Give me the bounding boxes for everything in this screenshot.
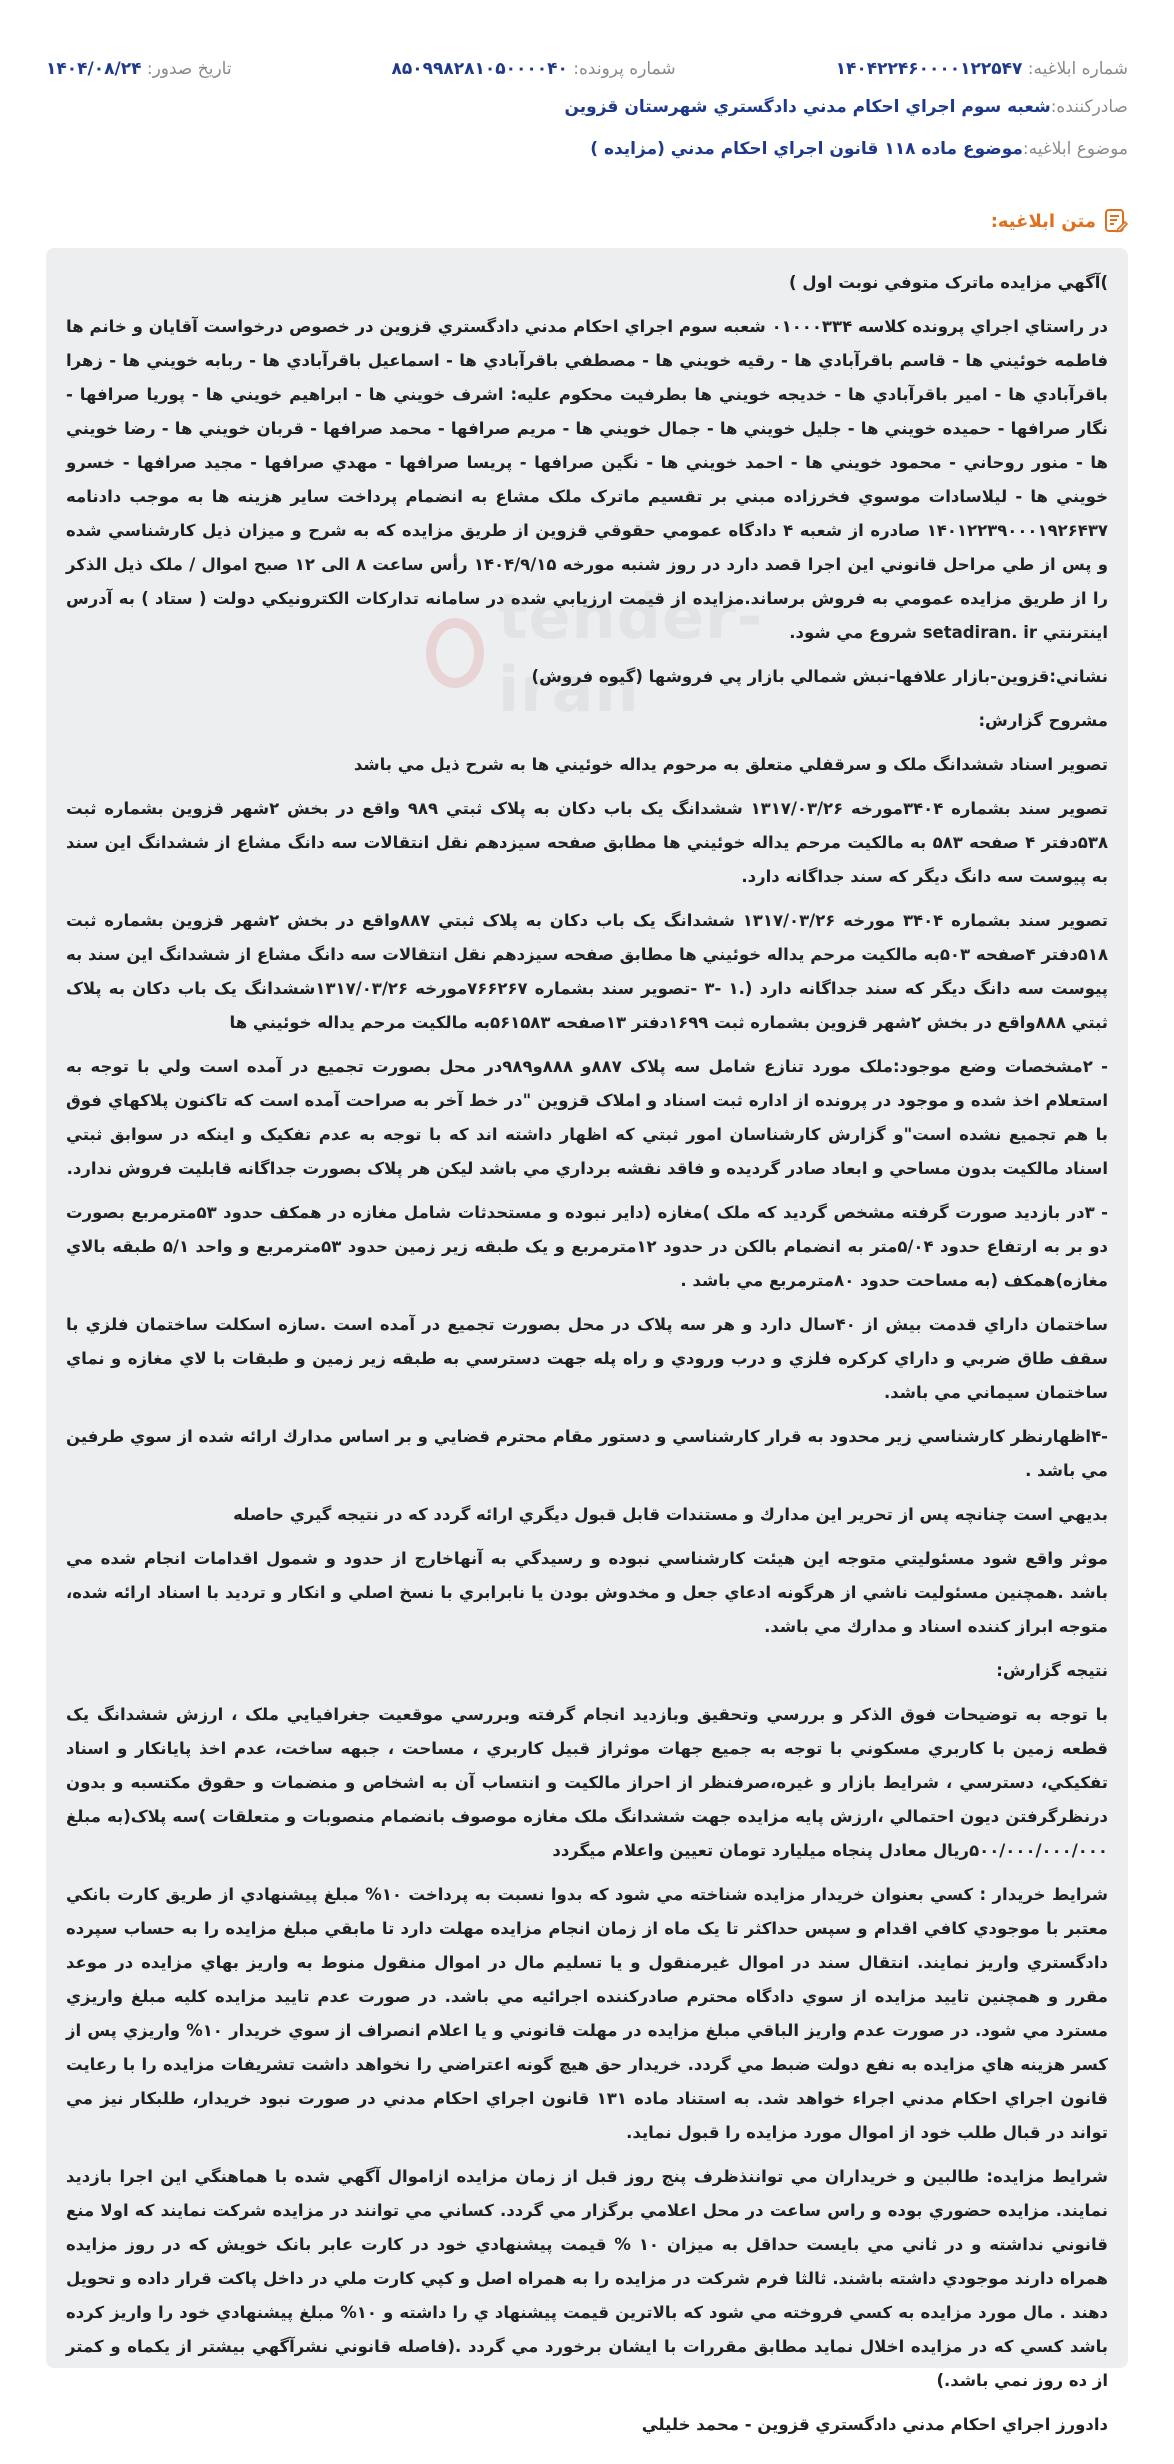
document-edit-icon [1104,208,1128,234]
notice-title-row [46,206,1128,236]
notice-paragraph-report-heading: مشروح گزارش: [978,711,1108,730]
notice-paragraph-deed-1: تصوير سند بشماره ۳۴۰۴مورخه ۱۳۱۷/۰۳/۲۶ ششدانگ يک باب دکان به پلاک ثبتي ۹۸۹ واقع در بخش ۲شهر قزوين بشماره ثبت ۵۳۸دفتر ۴ صفحه ۵۸۳ به مالکيت مرحم يداله خوئيني ها مطابق صفحه سيزدهم نقل انتقالات سه دانگ مشاع از ششدانگ اين سند به پيوست سه دانگ ديگر که سند جداگانه دارد. [66,799,1109,886]
notice-paragraph-valuation: با توجه به توضيحات فوق الذکر و بررسي وتحقيق وبازديد انجام گرفته وبررسي موقعيت جغرافيايي ملک ، ارزش ششدانگ يک قطعه زمين با کاربري مسکوني با توجه به جميع جهات موثراز قبيل کاربري ، مساحت ، جبهه ساخت، عدم اخذ پايانکار و اسناد تفکيکي، دسترسي ، شرايط بازار و غيره،صرفنظر از احراز مالکيت و انتساب آن به اشخاص و منضمات و حقوق مکتسبه و بدون درنظرگرفتن ديون احتمالي ،ارزش پايه مزايده جهت ششدانگ ملک مغازه موصوف بانضمام منصوبات و متعلقات )سه پلاک(به مبلغ ۵۰۰/۰۰۰/۰۰۰/۰۰۰ريال معادل پنجاه ميليارد تومان تعيين واعلام ميگردد [66,1705,1108,1860]
notice-paragraph-expert-opinion: -۴اظهارنظر کارشناسي زير محدود به قرار کارشناسي و دستور مقام محترم قضايي و بر اساس مدارك ارائه شده از سوي طرفين مي باشد . [66,1427,1108,1480]
notice-paragraph-current-status: - ۲مشخصات وضع موجود:ملک مورد تنازع شامل سه پلاک ۸۸۷و ۸۸۸و۹۸۹در محل بصورت تجميع در آمده است ولي با توجه به استعلام اخذ شده و موجود در پرونده از اداره ثبت اسناد و املاک قزوين "در خط آخر به صراحت آمده است که تاکنون پلاکهاي فوق با هم تجميع نشده است"و گزارش کارشناسان امور ثبتي که اظهار داشته اند که با توجه به عدم تفکيک و اينکه در سوابق ثبتي اسناد مالکيت بدون مساحي و ابعاد صادر گرديده و فاقد نقشه برداري مي باشد ليکن هر پلاک بصورت جداگانه قابليت فروش ندارد. [66,1057,1108,1178]
notice-content-box [46,248,1128,2434]
notice-paragraph-buyer-conditions: شرايط خريدار : کسي بعنوان خريدار مزايده شناخته مي شود که بدوا نسبت به پرداخت ۱۰% مبلغ پيشنهادي از طريق کارت بانکي معتبر با موجودي کافي اقدام و سپس حداکثر تا يک ماه از زمان انجام مزايده مهلت دارد تا مابقي مبلغ مزايده را به حساب سپرده دادگستري واريز نمايند. انتقال سند در اموال غيرمنقول و يا تسليم مال در اموال منقول منوط به واريز بهاي مزايده در موعد مقرر و همچنين تاييد مزايده از سوي دادگاه محترم صادرکننده اجرائيه مي باشد. در صورت عدم تاييد مزايده کليه مبلغ واريزي مسترد مي شود. در صورت عدم واريز الباقي مبلغ مزايده در مهلت قانوني و يا اعلام انصراف از سوي خريدار ۱۰% واريزي پس از کسر هزينه هاي مزايده به نفع دولت ضبط مي گردد. خريدار حق هيچ گونه اعتراضي را نخواهد داشت تشريفات مزايده را با رعايت قانون اجراي احکام مدني اجراء خواهد شد. به استناد ماده ۱۳۱ قانون اجراي احکام مدني در صورت نبود خريدار، طلبکار نيز مي تواند در قبال طلب خود از اموال مورد مزايده را قبول نمايد. [66,1885,1109,2142]
notice-paragraph-signature: دادورز اجراي احکام مدني دادگستري قزوين - محمد خليلي [641,2415,1108,2434]
notice-paragraph-building: ساختمان داراي قدمت بيش از ۴۰سال دارد و هر سه پلاک در محل بصورت تجميع در آمده است .سازه اسکلت ساختمان فلزي با سقف طاق ضربي و داراي کرکره فلزي و درب ورودي و راه پله جهت دسترسي به طبقه زير زمين و طبقات با لاي مغازه و نماي ساختمان سيماني مي باشد. [66,1315,1108,1402]
issuer-value: شعبه سوم اجراي احكام مدني دادگستري شهرستان قزوين [564,97,1051,117]
subject-value: موضوع ماده ۱۱۸ قانون اجراي احكام مدني (مزايده ) [590,139,1023,159]
issue-date-label: تاريخ صدور: [146,59,232,79]
notice-paragraph-result-heading: نتيجه گزارش: [996,1661,1108,1680]
notice-paragraph-intro: در راستاي اجراي پرونده کلاسه ۰۱۰۰۰۳۳۴ شعبه سوم اجراي احکام مدني دادگستري قزوين در خصوص درخواست آقايان و خانم ها فاطمه خوئيني ها - قاسم باقرآبادي ها - رقيه خويني ها - مصطفي باقرآبادي ها - اسماعيل باقرآبادي ها - ربابه خويني ها - زهرا باقرآبادي ها - امير باقرآبادي ها - خديجه خويني ها بطرفيت محکوم عليه: اشرف خويني ها - ابراهيم خويني ها - پوريا صرافها - نگار صرافها - حميده خويني ها - جليل خويني ها - جمال خويني ها - مريم صرافها - محمد صرافها - قربان خويني ها - رضا خويني ها - منور روحاني - محمود خويني ها - احمد خويني ها - نگين صرافها - پريسا صرافها - مهدي صرافها - مجيد صرافها - خسرو خويني ها - ليلاسادات موسوي فخرزاده مبني بر تقسيم ماترک ملک مشاع به انضمام پرداخت ساير هزينه ها به موجب دادنامه ۱۴۰۱۲۲۳۹۰۰۰۱۹۲۶۴۳۷ صادره از شعبه ۴ دادگاه عمومي حقوقي قزوين از طريق مزايده که به شرح و ميزان ذيل کارشناسي شده و پس از طي مراحل قانوني اين اجرا قصد دارد در روز شنبه مورخه ۱۴۰۴/۹/۱۵ رأس ساعت ۸ الی ۱۲ صبح اموال / ملک ذيل الذکر را از طريق مزايده عمومي به فروش برساند.مزايده از قيمت ارزيابي شده در سامانه تدارکات الکترونيکي دولت ( ستاد ) به آدرس اينترنتي setadiran. ir شروع مي شود. [66,317,1108,642]
issuer-field [46,86,1128,128]
watermark-text: tender-iran [497,580,764,726]
notice-paragraph-auction-conditions: شرايط مزايده: طالبين و خريداران مي تواننذظرف پنج روز قبل از زمان مزايده ازاموال آگهي شده با هماهنگي اين اجرا بازديد نمايند. مزايده حضوري بوده و راس ساعت در محل اعلامي برگزار مي گردد. کساني مي توانند در مزايده شرکت نمايند که اولا منع قانوني نداشته و در ثاني مي بايست حداقل به ميزان ۱۰ % قيمت پيشنهادي خود در کارت عابر بانک خويش که در روز مزايده همراه دارند موجودي داشته باشند. ثالثا فرم شرکت در مزايده را به همراه اصل و کپي کارت ملي در داخل پاکت قرار داده و تحويل دهند . مال مورد مزايده به کسي فروخته مي شود که بالاترين قيمت پيشنهاد ي را داشته و ۱۰% مبلغ پيشنهادي خود را واريز کرده باشد کسي که در مزايده اخلال نمايد مطابق مقررات با ايشان برخورد مي گردد .(فاصله قانوني نشرآگهي بيشتر از يکماه و کمتر از ده روز نمي باشد.) [66,2167,1109,2390]
notice-paragraph-obvious: بديهي است چنانچه پس از تحرير اين مدارك و مستندات قابل قبول ديگري ارائه گردد كه در نتيجه گيري حاصله [233,1505,1108,1524]
case-number-value: ۸۵۰۹۹۸۲۸۱۰۵۰۰۰۰۴۰ [391,59,568,79]
issuer-label: صادرکننده: [1050,97,1128,117]
notice-paragraph-title: )آگهي مزايده ماترک متوفي نوبت اول ) [789,273,1108,292]
notice-paragraph-address: نشاني:قزوين-بازار علافها-نبش شمالي بازار پي فروشها (گيوه فروش) [531,667,1108,686]
notice-number-label: شماره ابلاغيه: [1027,59,1128,79]
notice-title-text: متن ابلاغيه: [990,210,1096,232]
case-number-field [391,59,675,79]
notice-number-value: ۱۴۰۴۲۲۴۶۰۰۰۰۱۲۲۵۴۷ [835,59,1023,79]
issue-date-value: ۱۴۰۴/۰۸/۲۴ [46,59,142,79]
notice-paragraph-inspection: - ۳در بازديد صورت گرفته مشخص گرديد که ملک )مغازه (داير نبوده و مستحدثات شامل مغازه در همکف حدود ۵۳مترمربع بصورت دو بر به ارتفاع حدود ۵/۰۴متر به انضمام بالکن در حدود ۱۲مترمربع و يک طبقه زير زمين حدود ۵۳مترمربع و واحد ۵/۱ طبقه بالاي مغازه)همکف (به مساحت حدود ۸۰مترمربع مي باشد . [66,1203,1109,1290]
notice-paragraph-liability: موثر واقع شود مسئوليتي متوجه اين هيئت كارشناسي نبوده و رسيدگي به آنهاخارج از حدود و شمول اقدامات انجام شده مي باشد .همچنين مسئوليت ناشي از هرگونه ادعاي جعل و مخدوش بودن يا نابرابري با نسخ اصلي و انكار و ترديد با اسناد ارائه شده، متوجه ابراز كننده اسناد و مدارك مي باشد. [66,1549,1108,1636]
notice-paragraph-documents: تصوير اسناد ششدانگ ملک و سرقفلي متعلق به مرحوم يداله خوئيني ها به شرح ذيل مي باشد [353,755,1108,774]
notice-number-field [836,59,1128,79]
notice-paragraph-deed-2: تصوير سند بشماره ۳۴۰۴ مورخه ۱۳۱۷/۰۳/۲۶ ششدانگ يک باب دکان به پلاک ثبتي ۸۸۷واقع در بخش ۲شهر قزوين بشماره ثبت ۵۱۸دفتر ۴صفحه ۵۰۳به مالکيت مرحم يداله خوئيني ها مطابق صفحه سيزدهم نقل انتقالات سه دانگ مشاع از ششدانگ اين سند به پيوست سه دانگ ديگر که سند جداگانه دارد (.۱ -۳ -تصوير سند بشماره ۷۶۶۲۶۷مورخه ۱۳۱۷/۰۳/۲۶ششدانگ يک باب دکان به پلاک ثبتي ۸۸۸واقع در بخش ۲شهر قزوين بشماره ثبت ۱۶۹۹دفتر ۱۳صفحه ۵۶۱۵۸۳به مالکيت مرحم يداله خوئيني ها [66,911,1109,1032]
issue-date-field [46,59,232,79]
case-number-label: شماره پرونده: [573,59,676,79]
meta-row-top [46,52,1128,86]
subject-field [46,128,1128,170]
subject-label: موضوع ابلاغيه: [1022,139,1128,159]
